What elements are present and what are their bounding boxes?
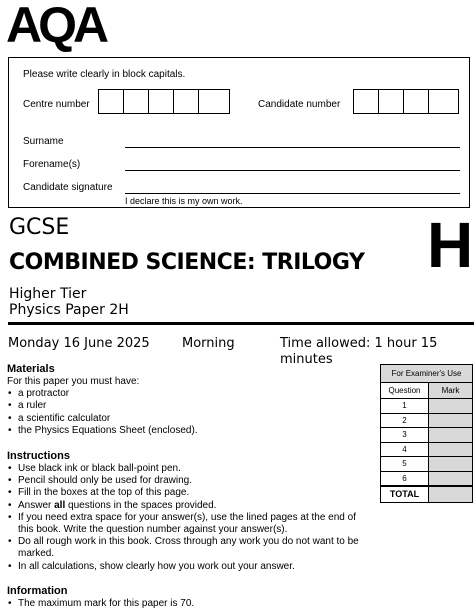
- question-number: 6: [381, 471, 429, 486]
- candidate-digit-box[interactable]: [354, 90, 379, 113]
- signature-field[interactable]: [125, 193, 460, 194]
- exam-session: Morning: [182, 336, 235, 351]
- centre-digit-box[interactable]: [199, 90, 224, 113]
- centre-number-boxes[interactable]: [98, 89, 230, 114]
- materials-section: [7, 363, 367, 437]
- candidate-number-label: Candidate number: [258, 99, 341, 110]
- question-number: 1: [381, 399, 429, 414]
- title-divider: [8, 322, 474, 325]
- list-item: • The maximum mark for this paper is 70.: [7, 598, 372, 610]
- tier-letter: H: [427, 209, 474, 281]
- centre-digit-box[interactable]: [149, 90, 174, 113]
- information-list: [7, 598, 372, 610]
- candidate-digit-box[interactable]: [379, 90, 404, 113]
- instructions-list: [7, 463, 372, 573]
- mark-cell: [429, 413, 473, 428]
- mark-cell: [429, 428, 473, 443]
- candidate-number-boxes[interactable]: [353, 89, 459, 114]
- subject-title: COMBINED SCIENCE: TRILOGY: [9, 250, 365, 275]
- mark-cell: [429, 442, 473, 457]
- question-column-header: Question: [381, 383, 429, 399]
- list-item: • Pencil should only be used for drawing.: [7, 475, 372, 487]
- declaration-text: I declare this is my own work.: [125, 196, 243, 206]
- candidate-digit-box[interactable]: [429, 90, 454, 113]
- paper-label: Physics Paper 2H: [9, 302, 129, 318]
- question-number: 4: [381, 442, 429, 457]
- instructions-heading: Instructions: [7, 450, 70, 462]
- instructions-section: [7, 450, 372, 573]
- centre-digit-box[interactable]: [174, 90, 199, 113]
- examiner-use-table: [380, 364, 473, 503]
- list-item: • Use black ink or black ball-point pen.: [7, 463, 372, 475]
- list-item: • Answer all questions in the spaces provided.: [7, 500, 372, 512]
- list-item: • the Physics Equations Sheet (enclosed).: [7, 425, 367, 437]
- question-number: 3: [381, 428, 429, 443]
- centre-number-label: Centre number: [23, 99, 90, 110]
- question-number: 2: [381, 413, 429, 428]
- mark-cell: [429, 399, 473, 414]
- mark-cell: [429, 457, 473, 472]
- total-mark-cell: [429, 486, 473, 503]
- forename-label: Forename(s): [23, 159, 81, 170]
- list-item: • If you need extra space for your answer(s), use the lined pages at the end of this book. Write the question number against your answer(s).: [7, 512, 372, 536]
- information-heading: Information: [7, 585, 68, 597]
- mark-cell: [429, 471, 473, 486]
- materials-intro: For this paper you must have:: [7, 376, 140, 387]
- candidate-details-box: [8, 57, 470, 208]
- materials-list: [7, 388, 367, 437]
- list-item: • a ruler: [7, 400, 367, 412]
- surname-field[interactable]: [125, 147, 460, 148]
- surname-label: Surname: [23, 136, 64, 147]
- examiner-table-title: For Examiner's Use: [381, 365, 473, 383]
- candidate-digit-box[interactable]: [404, 90, 429, 113]
- aqa-logo: AQA: [6, 0, 106, 53]
- question-number: 5: [381, 457, 429, 472]
- total-label: TOTAL: [381, 486, 429, 503]
- exam-date: Monday 16 June 2025: [8, 336, 150, 351]
- list-item: • Do all rough work in this book. Cross through any work you do not want to be marked.: [7, 536, 372, 560]
- tier-label: Higher Tier: [9, 286, 87, 302]
- centre-digit-box[interactable]: [99, 90, 124, 113]
- list-item: • a protractor: [7, 388, 367, 400]
- list-item: • a scientific calculator: [7, 413, 367, 425]
- qualification-title: GCSE: [9, 215, 70, 240]
- forename-field[interactable]: [125, 170, 460, 171]
- block-capitals-instruction: Please write clearly in block capitals.: [23, 69, 186, 80]
- materials-heading: Materials: [7, 363, 55, 375]
- information-section: [7, 585, 372, 610]
- list-item: • In all calculations, show clearly how you work out your answer.: [7, 561, 372, 573]
- centre-digit-box[interactable]: [124, 90, 149, 113]
- list-item: • Fill in the boxes at the top of this page.: [7, 487, 372, 499]
- signature-label: Candidate signature: [23, 182, 113, 193]
- time-allowed: Time allowed: 1 hour 15 minutes: [280, 336, 438, 367]
- mark-column-header: Mark: [429, 383, 473, 399]
